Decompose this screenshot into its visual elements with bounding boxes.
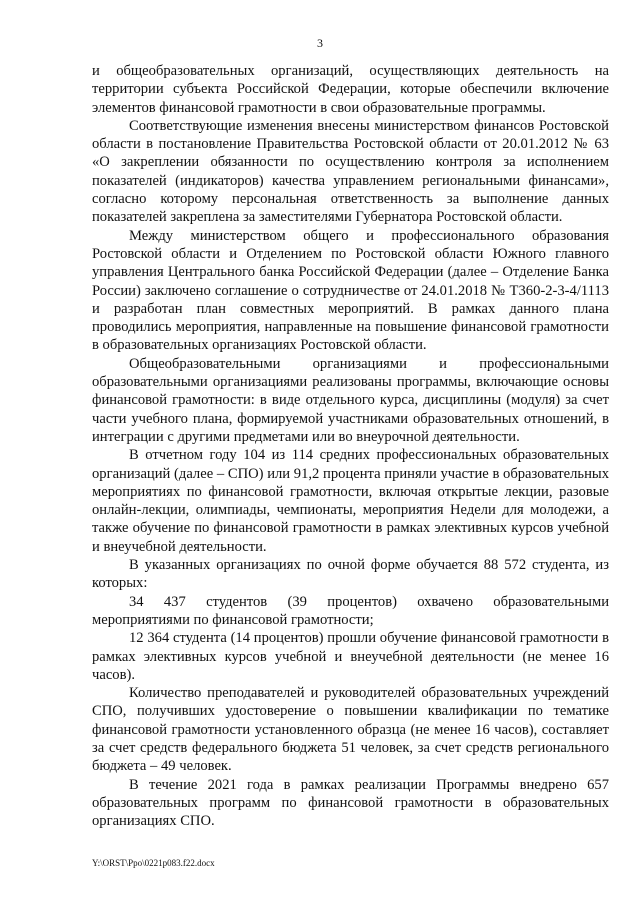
page-number: 3 [317, 36, 323, 50]
file-path-footer: Y:\ORST\Ppo\0221p083.f22.docx [92, 858, 215, 868]
list-item: 34 437 студентов (39 процентов) охвачено образовательными мероприятиями по финансовой грамотности; [92, 593, 609, 628]
paragraph: В течение 2021 года в рамках реализации Программы внедрено 657 образовательных программ по финансовой грамотности в образовательных организациях СПО. [92, 776, 609, 830]
paragraph: В указанных организациях по очной форме обучается 88 572 студента, из которых: [92, 557, 609, 592]
paragraph: Соответствующие изменения внесены министерством финансов Ростовской области в постановление Правительства Ростовской области от 20.01.2012 № 63 «О закреплении обязанности по осуществлению контроля за исполнением показателей (индикаторов) качества управлением региональными финансами», согласно которому персональная ответственность за выполнение данных показателей закреплена за заместителями Губернатора Ростовской области. [92, 117, 609, 226]
paragraph: Общеобразовательными организациями и профессиональными образовательными организациями реализованы программы, включающие основы финансовой грамотности: в виде отдельного курса, дисциплины (модуля) за счет части учебного плана, формируемой участниками образовательных отношений, в интеграции с другими предметами или во внеурочной деятельности. [92, 355, 609, 445]
paragraph: и общеобразовательных организаций, осуществляющих деятельность на территории субъекта Российской Федерации, которые обеспечили включение элементов финансовой грамотности в свои образовательные программы. [92, 63, 609, 116]
paragraph: Между министерством общего и профессионального образования Ростовской области и Отделением по Ростовской области Южного главного управления Центрального банка Российской Федерации (далее – Отделение Банка России) заключено соглашение о сотрудничестве от 24.01.2018 № Т360-2-3-4/1113 и разработан план совместных мероприятий. В рамках данного плана проводились мероприятия, направленные на повышение финансовой грамотности в образовательных организациях Ростовской области. [92, 227, 609, 354]
paragraph: Количество преподавателей и руководителей образовательных учреждений СПО, получивших удостоверение о повышении квалификации по тематике финансовой грамотности установленного образца (не менее 16 часов), составляет за счет средств федерального бюджета 51 человек, за счет средств регионального бюджета – 49 человек. [92, 685, 609, 775]
document-body [92, 62, 609, 830]
list-item: 12 364 студента (14 процентов) прошли обучение финансовой грамотности в рамках элективных курсов учебной и внеучебной деятельности (не менее 16 часов). [92, 630, 609, 683]
paragraph: В отчетном году 104 из 114 средних профессиональных образовательных организаций (далее – СПО) или 91,2 процента приняли участие в образовательных мероприятиях по финансовой грамотности, включая открытые лекции, разовые онлайн-лекции, олимпиады, чемпионаты, мероприятия Недели для молодежи, а также обучение по финансовой грамотности в рамках элективных курсов учебной и внеучебной деятельности. [92, 447, 609, 555]
